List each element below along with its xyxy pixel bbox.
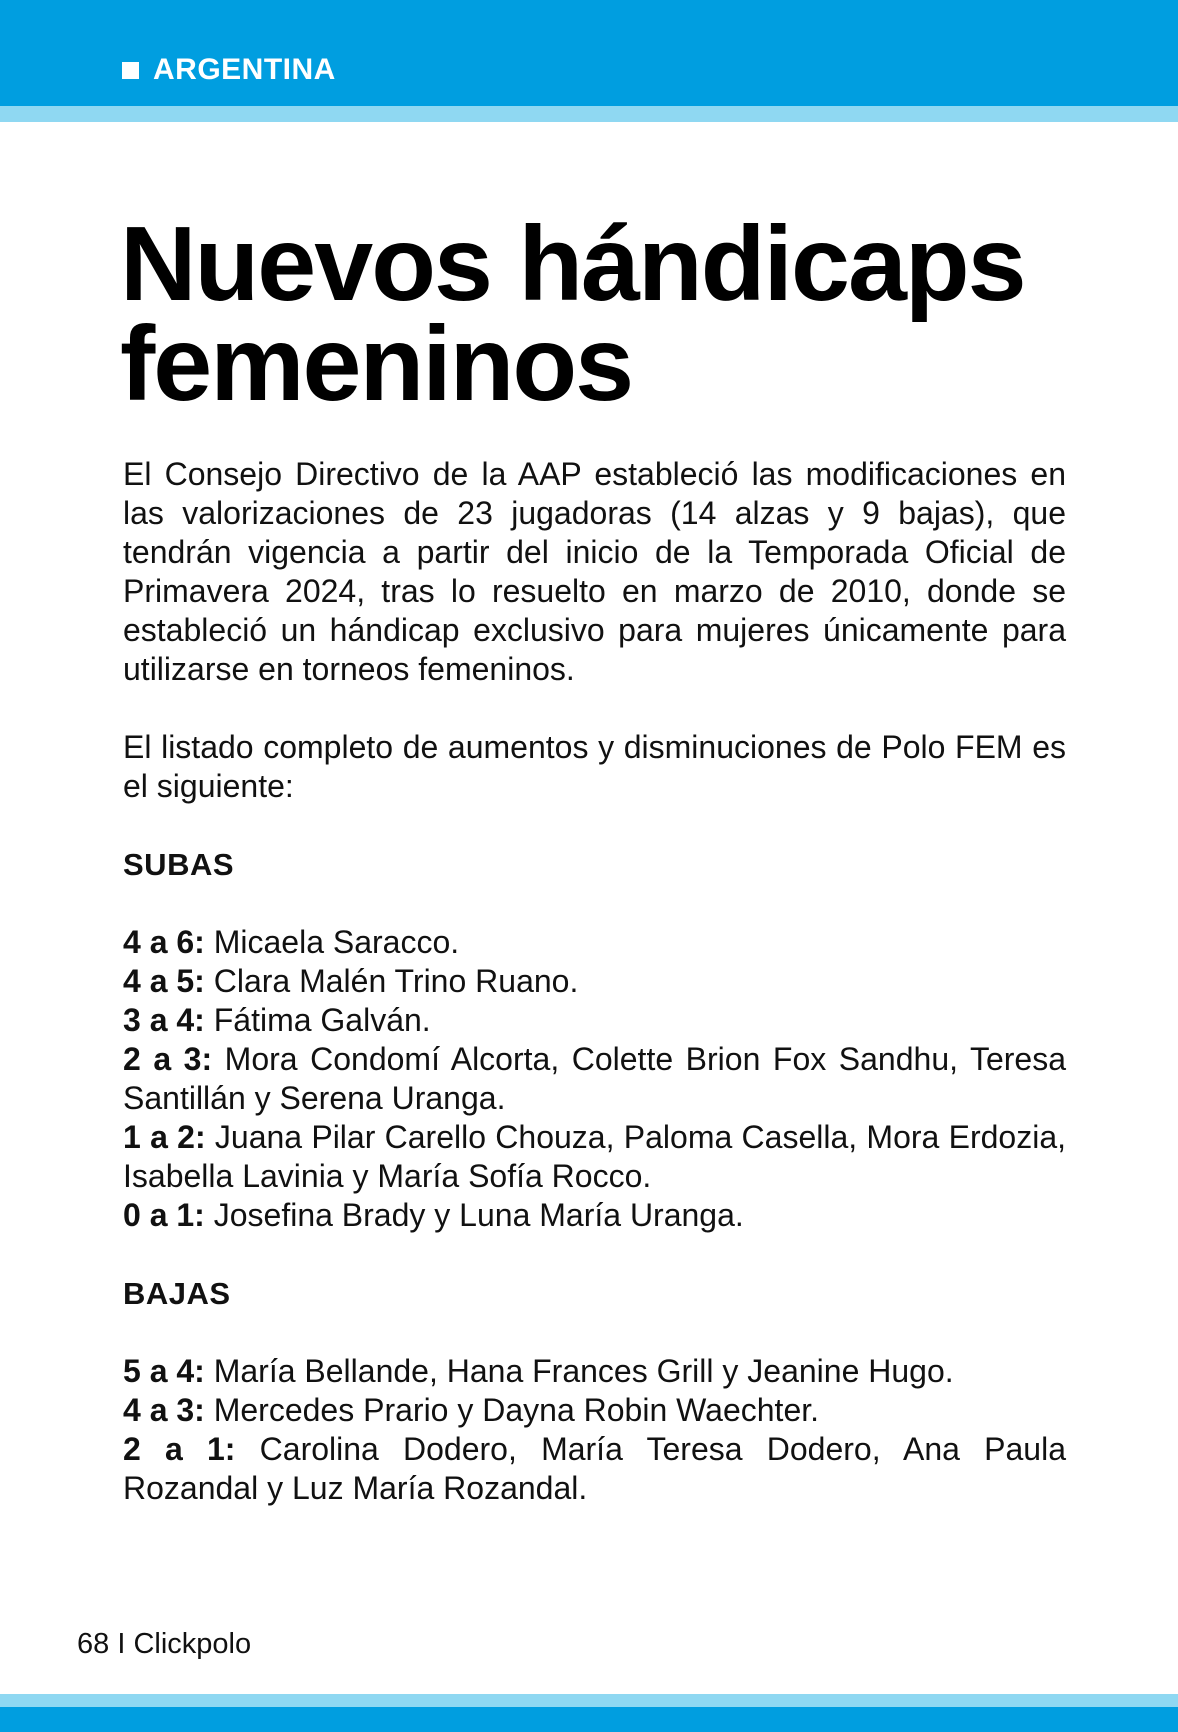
footer-band xyxy=(0,1707,1178,1732)
page-number: 68 xyxy=(77,1628,110,1660)
player-names: Clara Malén Trino Ruano. xyxy=(213,963,579,999)
intro-paragraph: El Consejo Directivo de la AAP estableció las modificaciones en las valorizaciones de 23 jugadoras (14 alzas y 9 bajas), que tendrán vigencia a partir del inicio de la Temporada Oficial de Primavera 2024, tras lo resuelto en marzo de 2010, donde se estableció un hándicap exclusivo para mujeres únicamente para utilizarse en torneos femeninos. xyxy=(123,456,1066,687)
page-footer xyxy=(77,1626,251,1662)
list-intro-paragraph: El listado completo de aumentos y disminuciones de Polo FEM es el siguiente: xyxy=(123,729,1066,804)
article-title: Nuevos hándicaps femeninos xyxy=(120,205,1025,423)
player-names: Micaela Saracco. xyxy=(213,924,460,960)
range-label: 5 a 4: xyxy=(123,1353,205,1389)
list-item xyxy=(123,1040,1066,1118)
player-names: Juana Pilar Carello Chouza, Paloma Casella, Mora Erdozia, Isabella Lavinia y María Sofía Rocco. xyxy=(123,1119,1067,1194)
range-label: 2 a 3: xyxy=(123,1041,213,1077)
list-item xyxy=(123,1118,1066,1196)
section-label: ARGENTINA xyxy=(153,53,336,86)
list-item xyxy=(123,962,1066,1001)
range-label: 1 a 2: xyxy=(123,1119,206,1155)
header-stripe xyxy=(0,106,1178,122)
list-item xyxy=(123,1001,1066,1040)
list-item xyxy=(123,923,1066,962)
range-label: 4 a 5: xyxy=(123,963,205,999)
list-item xyxy=(123,1391,1066,1430)
player-names: María Bellande, Hana Frances Grill y Jeanine Hugo. xyxy=(213,1353,954,1389)
publication-name: Clickpolo xyxy=(133,1628,252,1660)
footer-separator: I xyxy=(117,1628,126,1660)
player-names: Fátima Galván. xyxy=(213,1002,431,1038)
player-names: Mora Condomí Alcorta, Colette Brion Fox Sandhu, Teresa Santillán y Serena Uranga. xyxy=(123,1041,1067,1116)
article-body xyxy=(123,455,1066,1508)
list-item xyxy=(123,1352,1066,1391)
list-item xyxy=(123,1430,1066,1508)
subas-heading: SUBAS xyxy=(123,847,235,882)
bajas-heading: BAJAS xyxy=(123,1276,231,1311)
range-label: 4 a 6: xyxy=(123,924,205,960)
footer-stripe xyxy=(0,1694,1178,1707)
player-names: Carolina Dodero, María Teresa Dodero, Ana Paula Rozandal y Luz María Rozandal. xyxy=(123,1431,1067,1506)
range-label: 3 a 4: xyxy=(123,1002,205,1038)
range-label: 0 a 1: xyxy=(123,1197,205,1233)
player-names: Mercedes Prario y Dayna Robin Waechter. xyxy=(213,1392,820,1428)
section-square-icon xyxy=(122,62,139,79)
range-label: 2 a 1: xyxy=(123,1431,236,1467)
player-names: Josefina Brady y Luna María Uranga. xyxy=(213,1197,744,1233)
list-item xyxy=(123,1196,1066,1235)
range-label: 4 a 3: xyxy=(123,1392,205,1428)
